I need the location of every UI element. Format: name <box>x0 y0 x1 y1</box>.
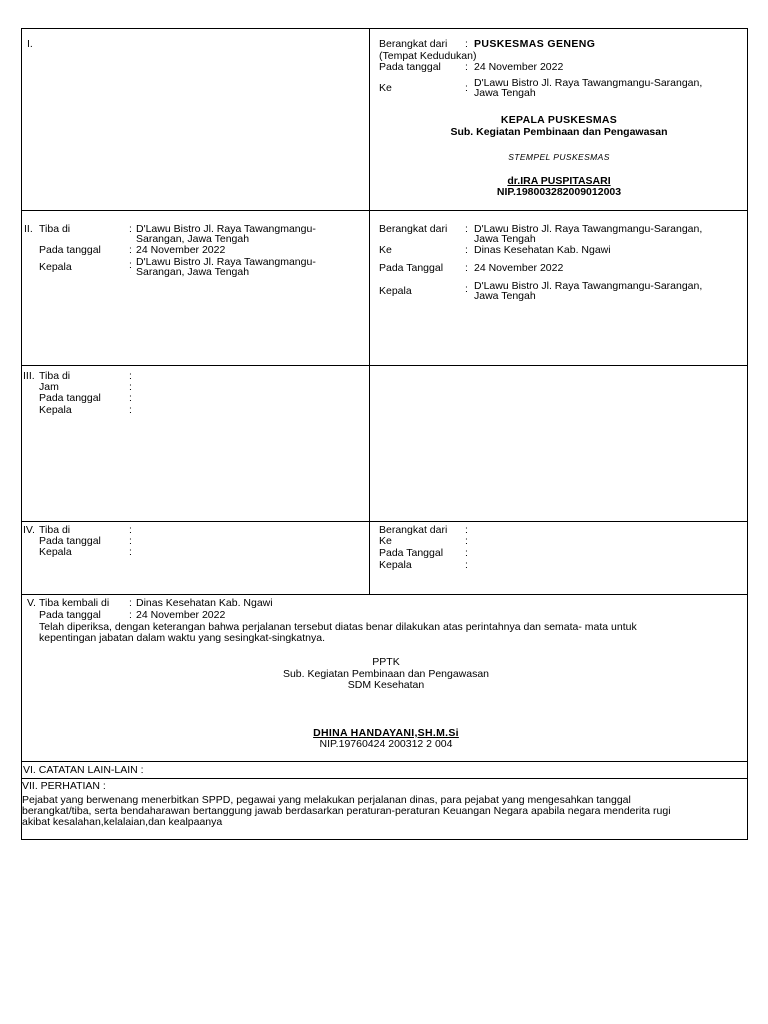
colon: : <box>129 524 132 536</box>
tiba-kembali-value: Dinas Kesehatan Kab. Ngawi <box>136 597 273 609</box>
berangkat-dari-value: PUSKESMAS GENENG <box>474 38 596 50</box>
pada-tanggal-label: Pada tanggal <box>39 535 101 547</box>
tiba-kembali-label: Tiba kembali di <box>39 597 110 609</box>
ke-value-line1: D'Lawu Bistro Jl. Raya Tawangmangu-Sarangan, <box>474 77 703 89</box>
tiba-di-label: Tiba di <box>39 370 71 382</box>
berangkat-dari-label: Berangkat dari <box>379 38 448 50</box>
pptk-title: PPTK <box>372 656 400 668</box>
tiba-di-value-line1: D'Lawu Bistro Jl. Raya Tawangmangu- <box>136 223 316 235</box>
colon: : <box>129 223 132 235</box>
colon: : <box>465 524 468 536</box>
colon: : <box>465 535 468 547</box>
pada-tanggal-label: Pada Tanggal <box>379 547 444 559</box>
berangkat-dari-label: Berangkat dari <box>379 524 448 536</box>
colon: : <box>465 38 468 50</box>
perhatian-line1: Pejabat yang berwenang menerbitkan SPPD, pegawai yang melakukan perjalanan dinas, para pejabat yang mengesahkan tanggal <box>22 794 631 806</box>
section-4-divider <box>369 521 370 595</box>
section-3-divider <box>369 365 370 522</box>
colon: : <box>129 381 132 393</box>
statement-line1: Telah diperiksa, dengan keterangan bahwa perjalanan tersebut diatas benar dilakukan atas perintahnya dan semata- mata untuk <box>39 621 637 633</box>
tiba-di-value-line2: Sarangan, Jawa Tengah <box>136 233 250 245</box>
sub-kegiatan-title: Sub. Kegiatan Pembinaan dan Pengawasan <box>450 126 668 138</box>
kepala-puskesmas-title: KEPALA PUSKESMAS <box>500 114 618 126</box>
tiba-di-label: Tiba di <box>39 223 71 235</box>
stempel-puskesmas-placeholder: STEMPEL PUSKESMAS <box>508 152 610 162</box>
colon: : <box>465 223 468 235</box>
colon: : <box>129 244 132 256</box>
berangkat-dari-label: Berangkat dari <box>379 223 448 235</box>
section-1-number: I. <box>27 38 33 50</box>
tiba-di-label: Tiba di <box>39 524 71 536</box>
section-2-divider <box>369 210 370 366</box>
signer-nip: NIP.19760424 200312 2 004 <box>319 738 453 750</box>
ke-value-line2: Jawa Tengah <box>474 87 536 99</box>
colon: : <box>129 370 132 382</box>
ke-label: Ke <box>379 82 392 94</box>
pada-tanggal-label: Pada tanggal <box>39 609 101 621</box>
sdm-kesehatan-title: SDM Kesehatan <box>347 679 425 691</box>
pada-tanggal-value: 24 November 2022 <box>136 244 226 256</box>
ke-value: Dinas Kesehatan Kab. Ngawi <box>474 244 611 256</box>
catatan-lain-title: VI. CATATAN LAIN-LAIN : <box>23 764 144 776</box>
jam-label: Jam <box>39 381 59 393</box>
signer-name: DHINA HANDAYANI,SH.M.Si <box>313 727 459 739</box>
colon: : <box>129 392 132 404</box>
pada-tanggal-value: 24 November 2022 <box>136 609 226 621</box>
colon: : <box>465 262 468 274</box>
kepala-value-line1: D'Lawu Bistro Jl. Raya Tawangmangu-Sarangan, <box>474 280 703 292</box>
kepala-value-line1: D'Lawu Bistro Jl. Raya Tawangmangu- <box>136 256 316 268</box>
pada-tanggal-label: Pada tanggal <box>379 61 441 73</box>
tempat-kedudukan-label: (Tempat Kedudukan) <box>379 50 477 62</box>
sub-kegiatan-title: Sub. Kegiatan Pembinaan dan Pengawasan <box>282 668 490 680</box>
margin-mark <box>21 696 22 708</box>
colon: : <box>129 535 132 547</box>
perhatian-title: VII. PERHATIAN : <box>22 780 106 792</box>
signer-name: dr.IRA PUSPITASARI <box>507 175 611 187</box>
pada-tanggal-label: Pada tanggal <box>39 392 101 404</box>
pada-tanggal-value: 24 November 2022 <box>474 262 564 274</box>
ke-label: Ke <box>379 244 392 256</box>
section-5-number: V. <box>27 597 36 609</box>
ke-label: Ke <box>379 535 392 547</box>
colon: : <box>465 82 468 94</box>
signer-nip: NIP.198003282009012003 <box>496 186 622 198</box>
perhatian-line2: berangkat/tiba, serta bendaharawan bertanggung jawab berdasarkan peraturan-peraturan Keuangan Negara apabila negara menderita rugi <box>22 805 671 817</box>
kepala-label: Kepala <box>379 559 412 571</box>
section-2-number: II. <box>24 223 33 235</box>
kepala-label: Kepala <box>39 546 72 558</box>
pada-tanggal-value: 24 November 2022 <box>474 61 564 73</box>
kepala-value-line2: Sarangan, Jawa Tengah <box>136 266 250 278</box>
colon: : <box>129 404 132 416</box>
statement-line2: kepentingan jabatan dalam waktu yang sesingkat-singkatnya. <box>39 632 326 644</box>
colon: : <box>465 61 468 73</box>
pada-tanggal-label: Pada tanggal <box>39 244 101 256</box>
colon: : <box>129 597 132 609</box>
berangkat-dari-value-line2: Jawa Tengah <box>474 233 536 245</box>
section-4-number: IV. <box>23 524 35 536</box>
colon: : <box>465 244 468 256</box>
perhatian-line3: akibat kesalahan,kelalaian,dan kealpaanya <box>22 816 223 828</box>
kepala-label: Kepala <box>379 285 412 297</box>
kepala-value-line2: Jawa Tengah <box>474 290 536 302</box>
colon: : <box>465 283 468 295</box>
kepala-label: Kepala <box>39 261 72 273</box>
sppd-back-form <box>21 28 748 840</box>
colon: : <box>129 546 132 558</box>
colon: : <box>129 609 132 621</box>
section-3-number: III. <box>23 370 35 382</box>
margin-mark <box>21 683 22 689</box>
colon: : <box>465 559 468 571</box>
pada-tanggal-label: Pada Tanggal <box>379 262 444 274</box>
kepala-label: Kepala <box>39 404 72 416</box>
colon: : <box>129 259 132 271</box>
colon: : <box>465 547 468 559</box>
berangkat-dari-value-line1: D'Lawu Bistro Jl. Raya Tawangmangu-Sarangan, <box>474 223 703 235</box>
